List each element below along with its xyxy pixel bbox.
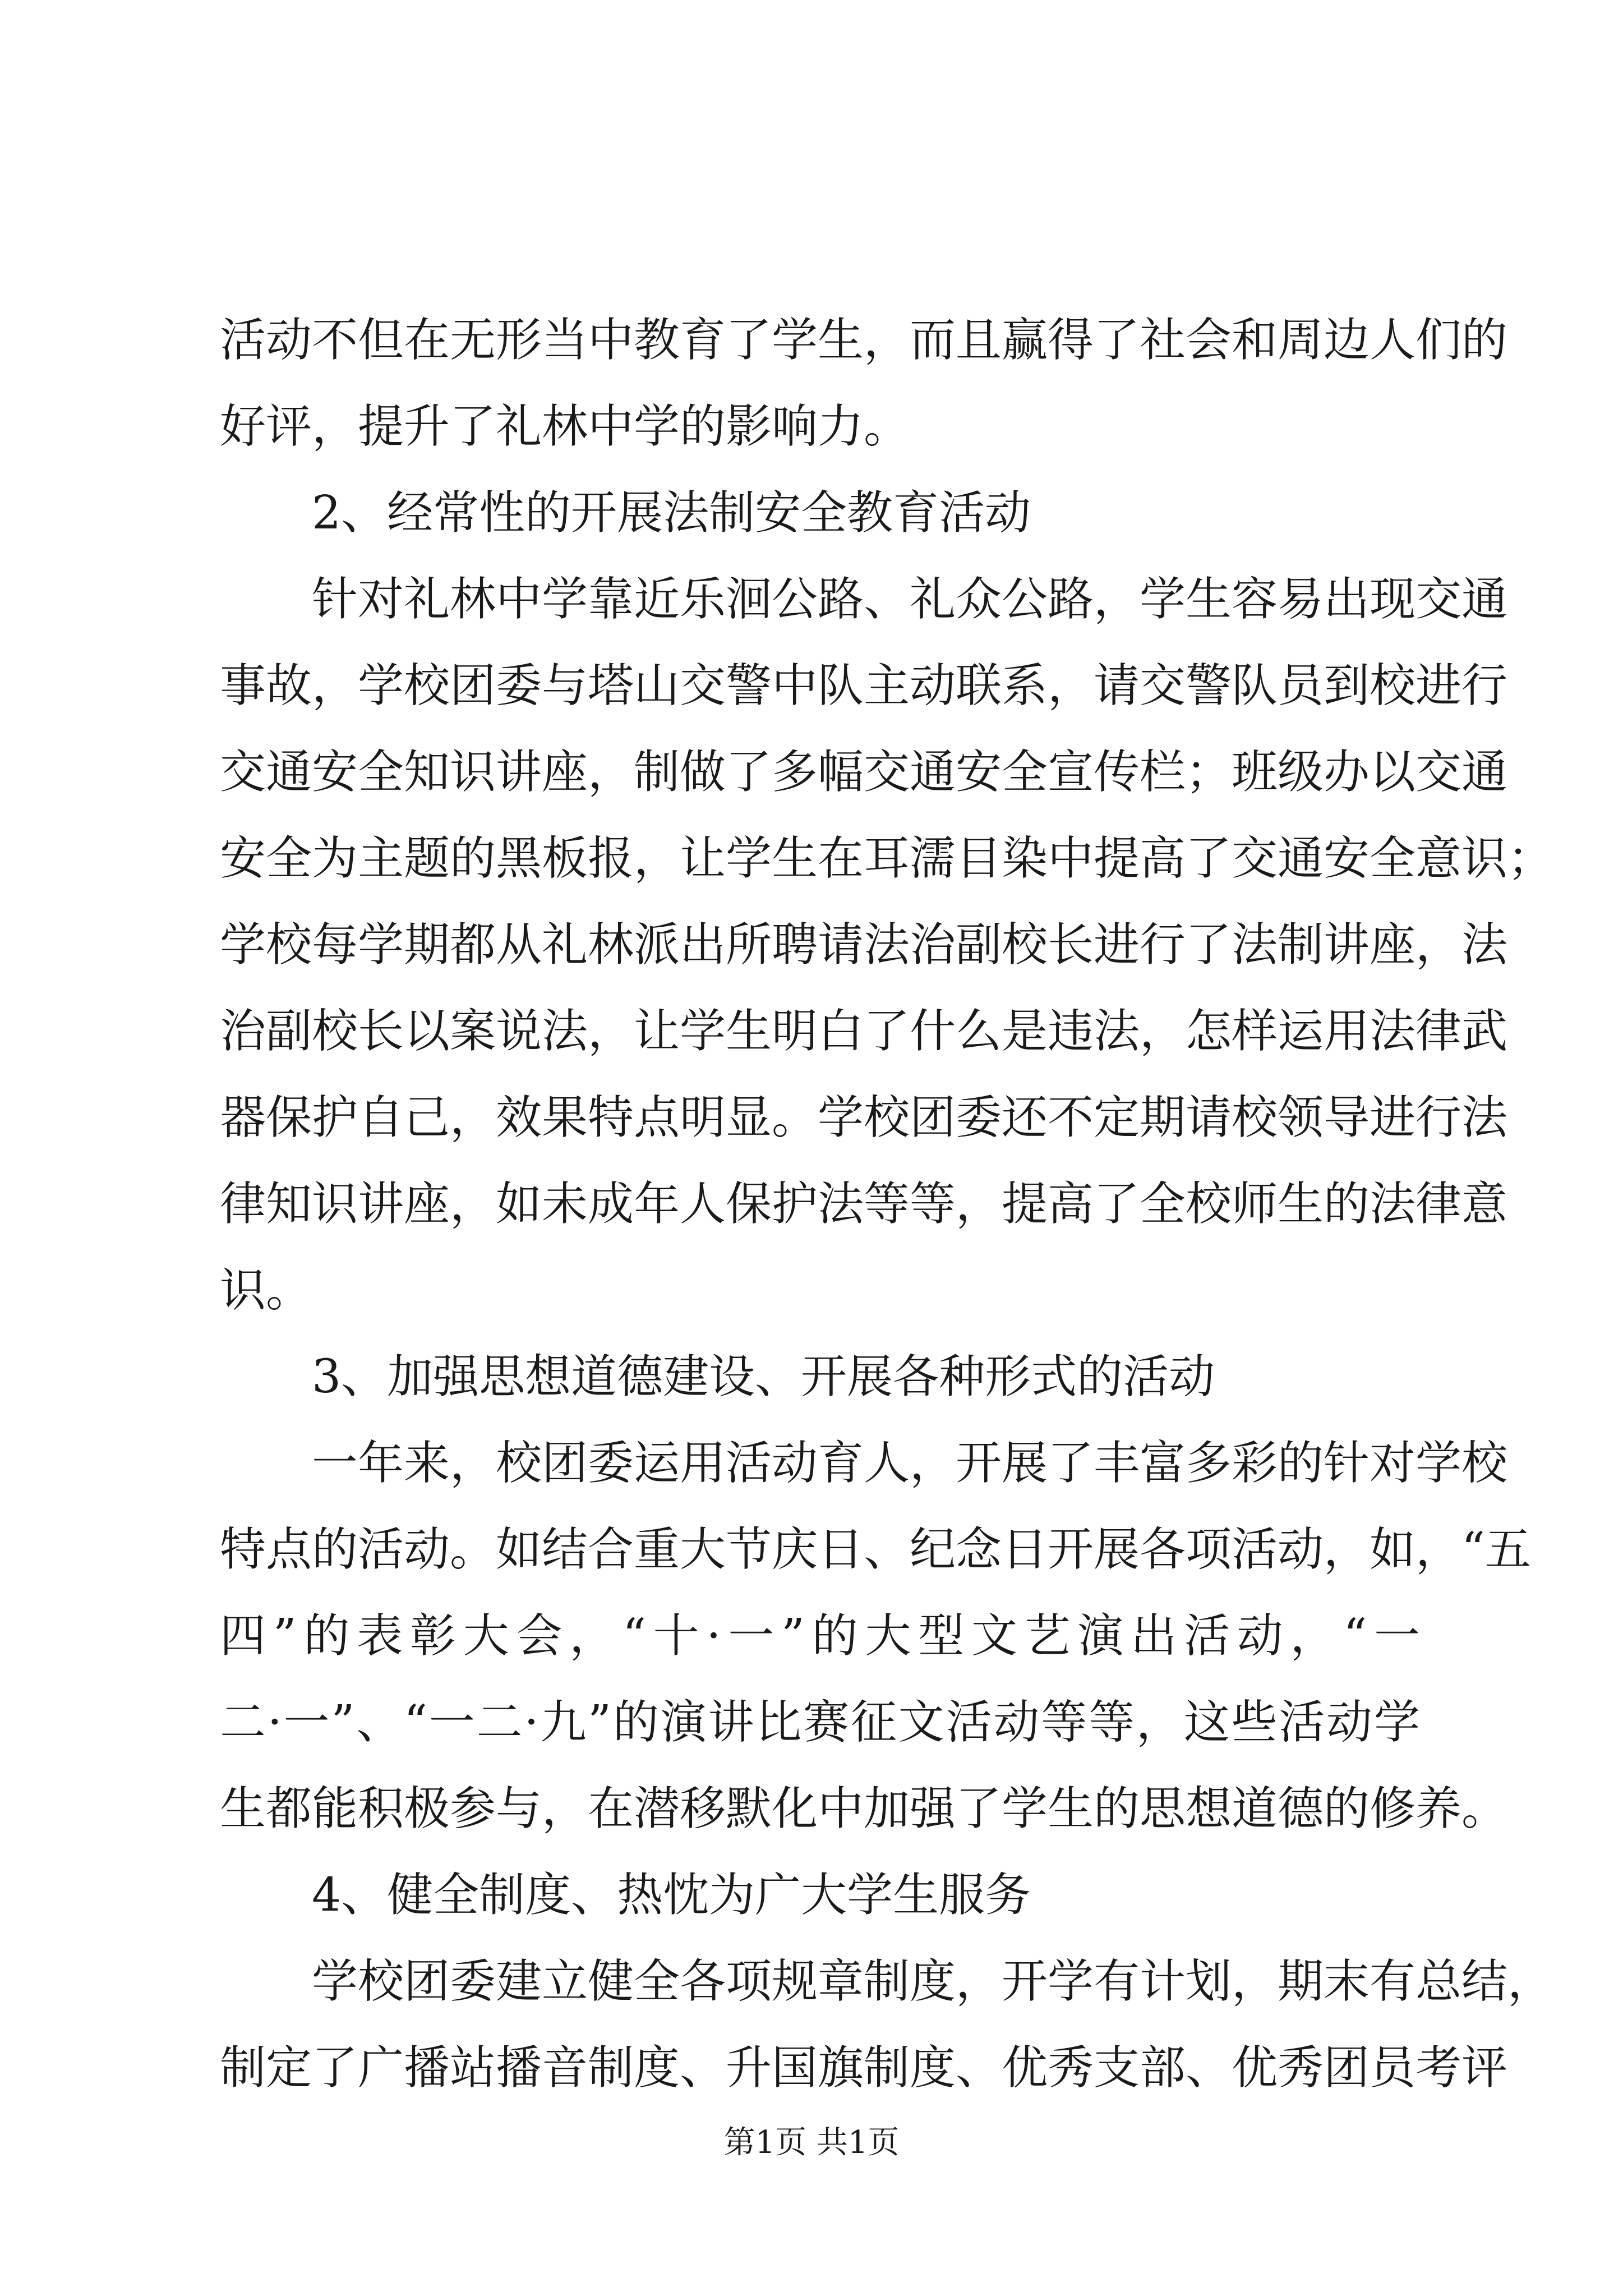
text-line: 3、加强思想道德建设、开展各种形式的活动 bbox=[312, 1350, 1215, 1404]
text-line: 4、健全制度、热忱为广大学生服务 bbox=[312, 1869, 1031, 1922]
text-line: 针对礼林中学靠近乐洄公路、礼众公路，学生容易出现交通 bbox=[312, 573, 1508, 626]
paragraph bbox=[220, 1939, 1554, 2111]
text-line: 治副校长以案说法，让学生明白了什么是违法，怎样运用法律武 bbox=[220, 1005, 1508, 1058]
text-line: 学校团委建立健全各项规章制度，开学有计划，期末有总结， bbox=[312, 1955, 1554, 2008]
text-line: 识。 bbox=[220, 1264, 312, 1317]
text-line: 事故，学校团委与塔山交警中队主动联系，请交警队员到校进行 bbox=[220, 659, 1508, 712]
text-line: 律知识讲座，如未成年人保护法等等，提高了全校师生的法律意 bbox=[220, 1177, 1508, 1231]
text-line: 交通安全知识讲座，制做了多幅交通安全宣传栏；班级办以交通 bbox=[220, 746, 1508, 799]
text-line: 二·一”、“一二·九”的演讲比赛征文活动等等，这些活动学 bbox=[220, 1696, 1420, 1749]
text-line: 一年来，校团委运用活动育人，开展了丰富多彩的针对学校 bbox=[312, 1437, 1508, 1490]
text-line: 生都能积极参与，在潜移默化中加强了学生的思想道德的修养。 bbox=[220, 1782, 1508, 1835]
page-footer: 第1页 共1页 bbox=[723, 2124, 900, 2161]
text-line: 制定了广播站播音制度、升国旗制度、优秀支部、优秀团员考评 bbox=[220, 2041, 1508, 2095]
section-heading bbox=[220, 1334, 1420, 1420]
text-line: 特点的活动。如结合重大节庆日、纪念日开展各项活动，如，“五 bbox=[220, 1523, 1531, 1576]
document-body bbox=[220, 297, 1554, 2111]
text-line: 2、经常性的开展法制安全教育活动 bbox=[312, 486, 1031, 540]
text-line: 四”的表彰大会，“十·一”的大型文艺演出活动，“一 bbox=[220, 1609, 1420, 1663]
text-line: 学校每学期都从礼林派出所聘请法治副校长进行了法制讲座，法 bbox=[220, 918, 1508, 972]
section-heading bbox=[220, 1852, 1420, 1939]
paragraph bbox=[220, 1420, 1531, 1852]
paragraph bbox=[220, 297, 1508, 470]
text-line: 活动不但在无形当中教育了学生，而且赢得了社会和周边人们的 bbox=[220, 314, 1508, 367]
paragraph bbox=[220, 556, 1554, 1334]
text-line: 器保护自己，效果特点明显。学校团委还不定期请校领导进行法 bbox=[220, 1091, 1508, 1144]
section-heading bbox=[220, 470, 1420, 556]
text-line: 好评，提升了礼林中学的影响力。 bbox=[220, 400, 910, 453]
text-line: 安全为主题的黑板报，让学生在耳濡目染中提高了交通安全意识； bbox=[220, 832, 1554, 885]
